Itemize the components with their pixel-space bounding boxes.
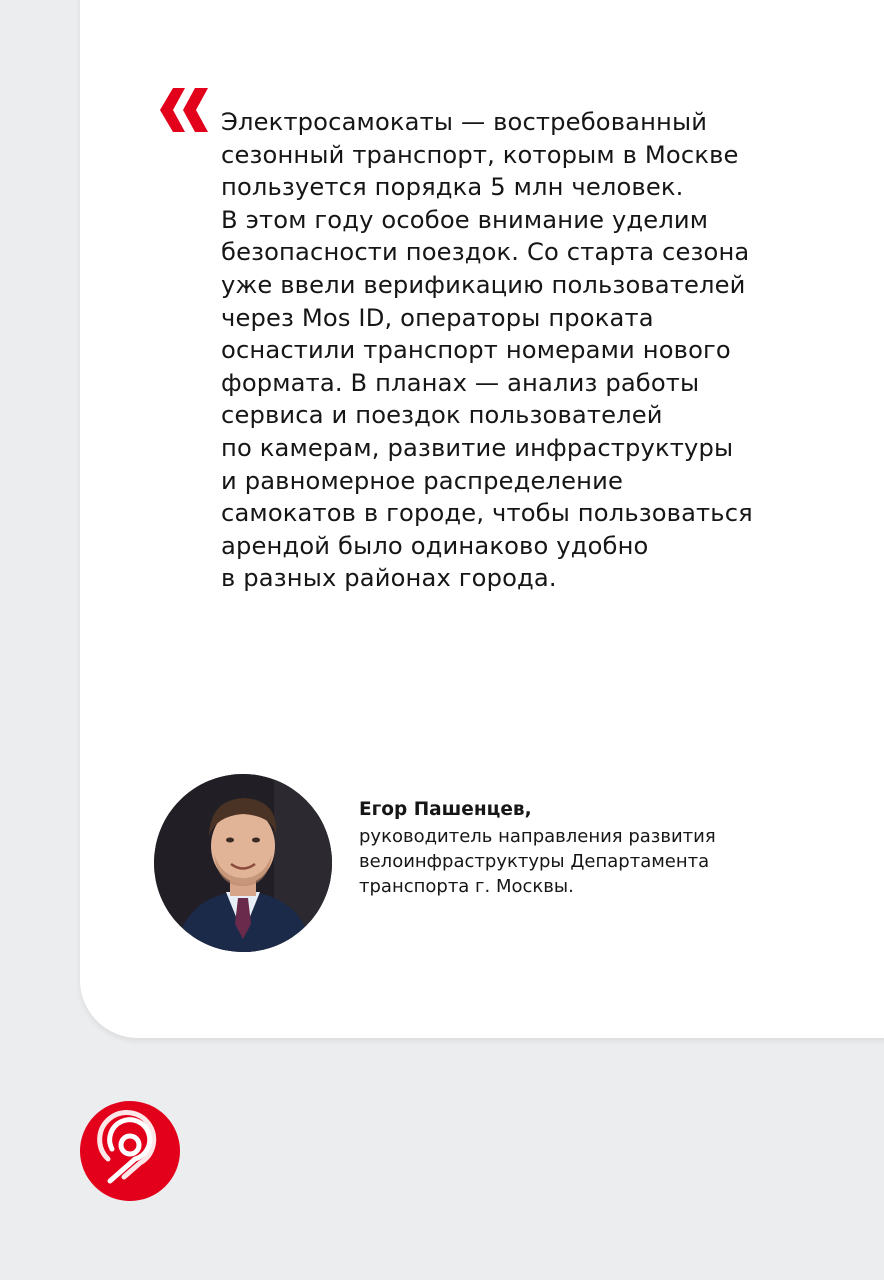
author-photo — [154, 774, 332, 952]
author-role: руководитель направления развития велоинфраструктуры Департамента транспорта г. Москвы. — [359, 826, 716, 897]
author-name: Егор Пашенцев, — [359, 799, 532, 820]
moscow-logo-icon — [80, 1101, 180, 1201]
quote-text: Электросамокаты — востребованный сезонный транспорт, которым в Москве пользуется порядка 5 млн человек. В этом году особое внимание уделим безопасности поездок. Со старта сезона уже ввели верификацию пользователей через Mos ID, операторы проката оснастили транспорт номерами нового формата. В планах — анализ работы сервиса и поездок пользователей по камерам, развитие инфраструктуры и равномерное распределение самокатов в городе, чтобы пользоваться арендой было одинаково удобно в разных районах города. — [221, 108, 753, 593]
open-quote-icon — [160, 88, 208, 132]
